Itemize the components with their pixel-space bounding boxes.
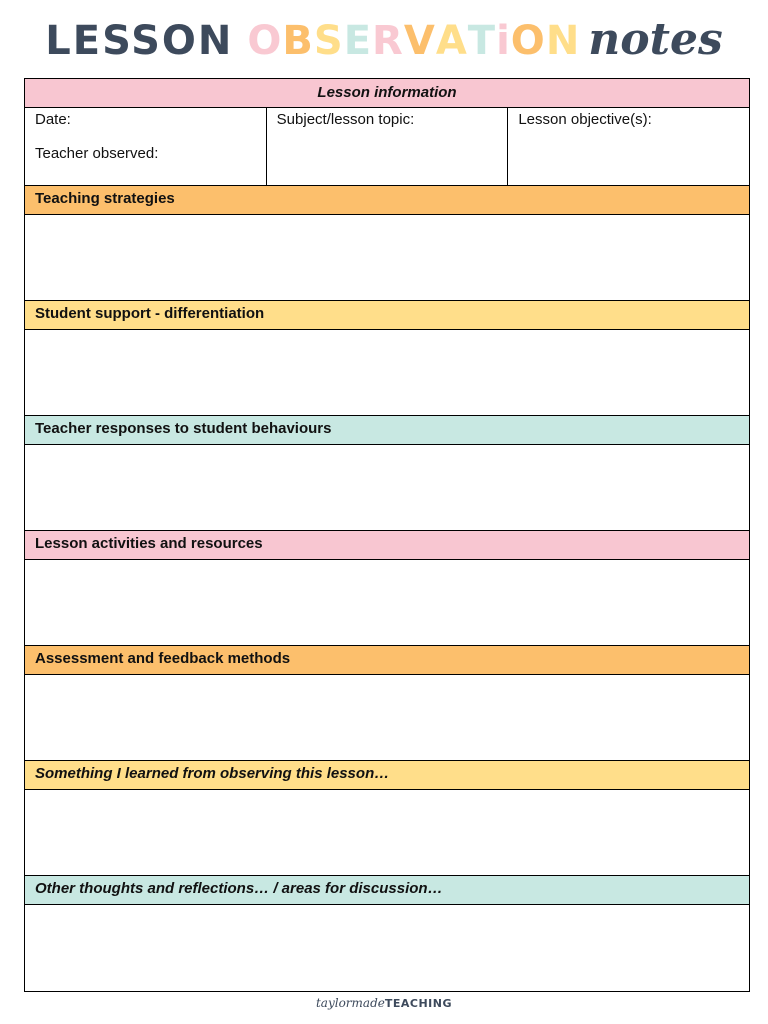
title-letter: A <box>435 18 468 64</box>
section-notes-area[interactable] <box>25 790 749 876</box>
title-letter: B <box>282 18 314 64</box>
brand-caps: TEACHING <box>384 997 452 1010</box>
title-letter: O <box>510 18 546 64</box>
title-letter: R <box>372 18 404 64</box>
teacher-observed-label: Teacher observed: <box>35 145 159 162</box>
date-label: Date: <box>35 111 71 128</box>
subject-topic-label: Subject/lesson topic: <box>276 111 415 128</box>
section-header: Something I learned from observing this lesson… <box>25 761 749 790</box>
title-letter: O <box>247 18 283 64</box>
section-header: Lesson activities and resources <box>25 531 749 560</box>
lesson-objective-cell[interactable] <box>507 108 749 185</box>
lesson-objective-label: Lesson objective(s): <box>518 111 652 128</box>
title-observation <box>247 18 580 64</box>
section-notes-area[interactable] <box>25 675 749 761</box>
brand-logo <box>0 996 768 1010</box>
brand-script: taylormade <box>315 996 385 1010</box>
section-header: Teaching strategies <box>25 186 749 215</box>
section-notes-area[interactable] <box>25 330 749 416</box>
section-notes-area[interactable] <box>25 560 749 646</box>
title-letter: S <box>313 18 344 64</box>
section-header: Other thoughts and reflections… / areas for discussion… <box>25 876 749 905</box>
title-lesson: LESSON <box>45 18 234 64</box>
section-header: Assessment and feedback methods <box>25 646 749 675</box>
page-title <box>0 14 768 76</box>
title-letter: i <box>496 18 511 64</box>
date-teacher-cell[interactable] <box>25 108 266 185</box>
title-notes: notes <box>588 14 723 65</box>
section-notes-area[interactable] <box>25 905 749 991</box>
title-letter: T <box>467 18 497 64</box>
section-header: Student support - differentiation <box>25 301 749 330</box>
title-letter: E <box>343 18 373 64</box>
lesson-information-row <box>25 108 749 186</box>
section-notes-area[interactable] <box>25 215 749 301</box>
title-letter: N <box>545 18 581 64</box>
notes-sections <box>25 186 749 991</box>
lesson-information-header: Lesson information <box>25 79 749 108</box>
section-notes-area[interactable] <box>25 445 749 531</box>
subject-topic-cell[interactable] <box>266 108 508 185</box>
section-header: Teacher responses to student behaviours <box>25 416 749 445</box>
observation-form <box>24 78 750 992</box>
title-letter: V <box>403 18 436 64</box>
